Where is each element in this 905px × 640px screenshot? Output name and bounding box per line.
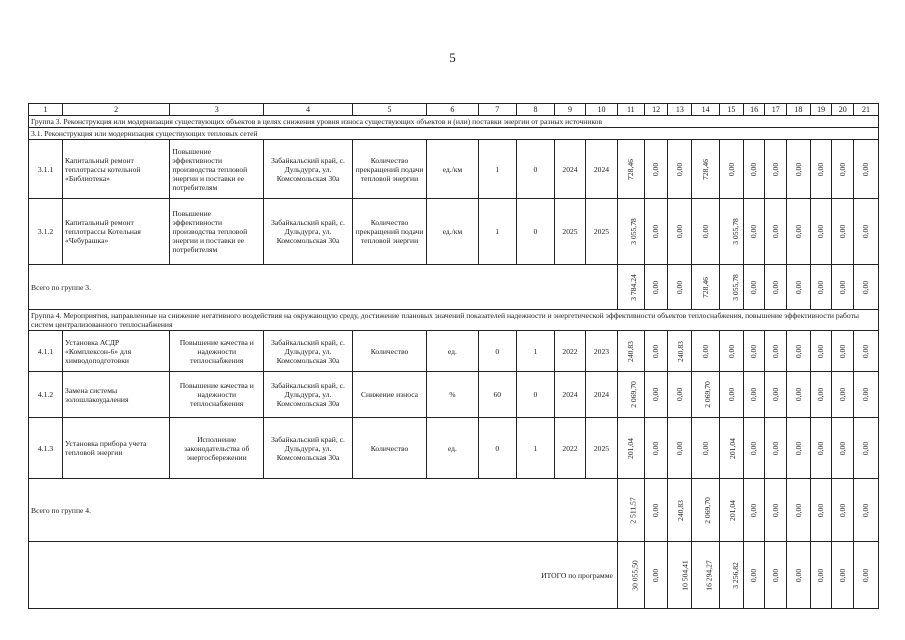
value-cell: 0,00 — [675, 441, 685, 455]
header-cell: 16 — [743, 104, 765, 116]
header-cell: 18 — [787, 104, 811, 116]
table-row — [29, 372, 879, 418]
group3-title-row — [29, 116, 879, 128]
header-cell: 21 — [854, 104, 879, 116]
value-cell: 0,00 — [838, 441, 848, 455]
value-cell: 0,00 — [651, 162, 661, 176]
value-cell: 0,00 — [749, 162, 759, 176]
header-cell: 2 — [63, 104, 170, 116]
total-value-cell: 0,00 — [749, 568, 759, 582]
row-name: Капитальный ремонт теплотрассы котельной «Библиотека» — [63, 140, 170, 199]
value-cell: 0,00 — [816, 162, 826, 176]
total-value-cell: 0,00 — [838, 503, 848, 517]
group4-total-row — [29, 479, 879, 542]
value-cell: 240,83 — [676, 340, 686, 362]
row-c7: 60 — [478, 372, 516, 418]
row-number: 4.1.3 — [29, 418, 63, 479]
section31-title: 3.1. Реконструкция или модернизация существующих тепловых сетей — [29, 128, 879, 140]
total-value-cell: 0,00 — [793, 503, 803, 517]
total-value-cell: 728,46 — [701, 276, 711, 298]
section31-title-row — [29, 128, 879, 140]
value-cell: 0,00 — [749, 224, 759, 239]
header-cell: 14 — [692, 104, 720, 116]
total-value-cell: 16 294,27 — [704, 559, 714, 591]
row-c9: 2024 — [555, 140, 586, 199]
total-value-cell: 0,00 — [816, 568, 826, 582]
row-c9: 2025 — [555, 199, 586, 265]
value-cell: 0,00 — [749, 387, 759, 402]
row-place: Забайкальский край, с. Дульдурга, ул. Комсомольская 30а — [264, 372, 353, 418]
row-number: 4.1.2 — [29, 372, 63, 418]
header-cell: 20 — [832, 104, 854, 116]
total-value-cell: 0,00 — [651, 568, 661, 582]
value-cell: 728,46 — [701, 158, 711, 180]
row-goal: Исполнение законодательства об энергосбережении — [170, 418, 264, 479]
group3-title: Группа 3. Реконструкция или модернизация существующих объектов в целях снижения уровня износа существующих объектов и (или) поставки энергии от разных источников — [29, 116, 879, 128]
header-cell: 5 — [352, 104, 426, 116]
value-cell: 0,00 — [793, 387, 803, 402]
value-cell: 0,00 — [838, 162, 848, 176]
header-cell: 12 — [644, 104, 668, 116]
value-cell: 0,00 — [701, 344, 711, 358]
total-value-cell: 3 784,24 — [628, 273, 638, 301]
group3-total-label: Всего по группе 3. — [29, 265, 618, 310]
value-cell: 0,00 — [861, 224, 871, 239]
row-goal: Повышение эффективности производства тепловой энергии и поставки ее потребителям — [170, 199, 264, 265]
row-number: 3.1.2 — [29, 199, 63, 265]
row-goal: Повышение качества и надежности теплоснабжения — [170, 331, 264, 372]
value-cell: 0,00 — [816, 344, 826, 358]
value-cell: 240,83 — [626, 340, 636, 362]
row-c8: 0 — [516, 372, 554, 418]
investment-program-table — [28, 103, 879, 609]
row-number: 4.1.1 — [29, 331, 63, 372]
header-cell: 8 — [516, 104, 554, 116]
row-c10: 2025 — [585, 418, 617, 479]
header-cell: 11 — [617, 104, 644, 116]
row-place: Забайкальский край, с. Дульдурга, ул. Комсомольская 30а — [264, 331, 353, 372]
program-total-label: ИТОГО по программе — [29, 542, 618, 609]
value-cell: 2 069,70 — [628, 381, 638, 408]
row-name: Капитальный ремонт теплотрассы Котельная «Чебурашка» — [63, 199, 170, 265]
value-cell: 0,00 — [816, 224, 826, 239]
row-c7: 1 — [478, 140, 516, 199]
total-value-cell: 0,00 — [749, 280, 759, 294]
total-value-cell: 2 511,57 — [628, 496, 638, 524]
total-value-cell: 3 256,82 — [730, 561, 740, 589]
header-cell: 7 — [478, 104, 516, 116]
row-number: 3.1.1 — [29, 140, 63, 199]
value-cell: 0,00 — [816, 441, 826, 455]
value-cell: 3 055,78 — [628, 218, 638, 245]
total-value-cell: 0,00 — [861, 568, 871, 582]
value-cell: 0,00 — [701, 224, 711, 239]
total-value-cell: 0,00 — [838, 280, 848, 294]
value-cell: 0,00 — [861, 344, 871, 358]
row-c10: 2023 — [585, 331, 617, 372]
header-cell: 15 — [720, 104, 744, 116]
table-row — [29, 199, 879, 265]
row-c8: 0 — [516, 140, 554, 199]
value-cell: 0,00 — [749, 344, 759, 358]
total-value-cell: 0,00 — [771, 503, 781, 517]
value-cell: 0,00 — [726, 387, 736, 402]
total-value-cell: 0,00 — [861, 280, 871, 294]
total-value-cell: 0,00 — [793, 280, 803, 294]
row-indicator: Количество — [352, 331, 426, 372]
total-value-cell: 10 504,41 — [681, 559, 691, 591]
value-cell: 2 069,70 — [702, 381, 712, 408]
value-cell: 728,46 — [626, 158, 636, 180]
total-value-cell: 0,00 — [793, 568, 803, 582]
header-cell: 1 — [29, 104, 63, 116]
value-cell: 0,00 — [726, 162, 736, 176]
value-cell: 0,00 — [861, 441, 871, 455]
header-cell: 19 — [810, 104, 832, 116]
value-cell: 0,00 — [675, 224, 685, 239]
row-c9: 2022 — [555, 418, 586, 479]
header-cell: 3 — [170, 104, 264, 116]
row-unit: ед. — [427, 331, 479, 372]
total-value-cell: 0,00 — [651, 503, 661, 517]
value-cell: 0,00 — [771, 344, 781, 358]
row-name: Замена системы золошлакоудаления — [63, 372, 170, 418]
value-cell: 0,00 — [726, 344, 736, 358]
row-unit: ед./км — [427, 140, 479, 199]
header-cell: 4 — [264, 104, 353, 116]
row-indicator: Количество прекращений подачи тепловой энергии — [352, 199, 426, 265]
value-cell: 0,00 — [771, 224, 781, 239]
value-cell: 0,00 — [675, 387, 685, 402]
header-cell: 6 — [427, 104, 479, 116]
total-value-cell: 0,00 — [771, 280, 781, 294]
total-value-cell: 0,00 — [816, 503, 826, 517]
value-cell: 0,00 — [651, 344, 661, 358]
row-c9: 2022 — [555, 331, 586, 372]
value-cell: 0,00 — [816, 387, 826, 402]
value-cell: 0,00 — [675, 162, 685, 176]
row-indicator: Количество прекращений подачи тепловой энергии — [352, 140, 426, 199]
total-value-cell: 201,04 — [727, 499, 737, 521]
table-row — [29, 140, 879, 199]
value-cell: 0,00 — [749, 441, 759, 455]
total-value-cell: 240,83 — [676, 499, 686, 521]
header-row — [29, 104, 879, 116]
header-cell: 9 — [555, 104, 586, 116]
value-cell: 0,00 — [651, 441, 661, 455]
value-cell: 0,00 — [771, 387, 781, 402]
row-c10: 2024 — [585, 140, 617, 199]
row-unit: ед./км — [427, 199, 479, 265]
value-cell: 0,00 — [838, 344, 848, 358]
row-c10: 2025 — [585, 199, 617, 265]
row-unit: % — [427, 372, 479, 418]
total-value-cell: 0,00 — [749, 503, 759, 517]
value-cell: 0,00 — [793, 224, 803, 239]
row-c8: 1 — [516, 331, 554, 372]
total-value-cell: 0,00 — [838, 568, 848, 582]
row-c10: 2024 — [585, 372, 617, 418]
table-row — [29, 331, 879, 372]
row-c7: 1 — [478, 199, 516, 265]
row-c7: 0 — [478, 331, 516, 372]
value-cell: 3 055,78 — [730, 218, 740, 245]
row-c8: 1 — [516, 418, 554, 479]
total-value-cell: 0,00 — [861, 503, 871, 517]
value-cell: 0,00 — [861, 387, 871, 402]
total-value-cell: 3 055,78 — [730, 273, 740, 301]
row-indicator: Количество — [352, 418, 426, 479]
row-name: Установка АСДР «Комплексон-6» для химводоподготовки — [63, 331, 170, 372]
total-value-cell: 0,00 — [816, 280, 826, 294]
total-value-cell: 30 055,50 — [630, 559, 640, 591]
total-value-cell: 2 069,70 — [702, 496, 712, 524]
row-c7: 0 — [478, 418, 516, 479]
group4-total-label: Всего по группе 4. — [29, 479, 618, 542]
value-cell: 0,00 — [651, 224, 661, 239]
value-cell: 0,00 — [838, 224, 848, 239]
value-cell: 0,00 — [701, 441, 711, 455]
row-c9: 2024 — [555, 372, 586, 418]
table-row — [29, 418, 879, 479]
group4-title-row — [29, 310, 879, 331]
value-cell: 0,00 — [793, 162, 803, 176]
group4-title: Группа 4. Мероприятия, направленные на снижение негативного воздействия на окружающую среду, достижение плановых значений показателей надежности и энергетической эффективности объектов теплоснабжения, повышение эффективности работы систем централизованного теплоснабжения — [29, 310, 879, 331]
row-goal: Повышение эффективности производства тепловой энергии и поставки ее потребителям — [170, 140, 264, 199]
header-cell: 10 — [585, 104, 617, 116]
value-cell: 0,00 — [771, 162, 781, 176]
total-value-cell: 0,00 — [675, 280, 685, 294]
total-value-cell: 0,00 — [651, 280, 661, 294]
row-indicator: Снижение износа — [352, 372, 426, 418]
group3-total-row — [29, 265, 879, 310]
row-goal: Повышение качества и надежности теплоснабжения — [170, 372, 264, 418]
value-cell: 0,00 — [771, 441, 781, 455]
value-cell: 201,04 — [727, 437, 737, 459]
row-place: Забайкальский край, с. Дульдурга, ул. Комсомольская 30а — [264, 140, 353, 199]
value-cell: 0,00 — [793, 441, 803, 455]
row-c8: 0 — [516, 199, 554, 265]
row-unit: ед. — [427, 418, 479, 479]
page-number: 5 — [449, 50, 456, 65]
row-place: Забайкальский край, с. Дульдурга, ул. Комсомольская 30а — [264, 418, 353, 479]
value-cell: 0,00 — [861, 162, 871, 176]
row-name: Установка прибора учета тепловой энергии — [63, 418, 170, 479]
value-cell: 0,00 — [651, 387, 661, 402]
total-value-cell: 0,00 — [771, 568, 781, 582]
header-cell: 13 — [668, 104, 692, 116]
value-cell: 201,04 — [626, 437, 636, 459]
header-cell: 17 — [765, 104, 787, 116]
program-total-row — [29, 542, 879, 609]
value-cell: 0,00 — [793, 344, 803, 358]
value-cell: 0,00 — [838, 387, 848, 402]
row-place: Забайкальский край, с. Дульдурга, ул. Комсомольская 30а — [264, 199, 353, 265]
